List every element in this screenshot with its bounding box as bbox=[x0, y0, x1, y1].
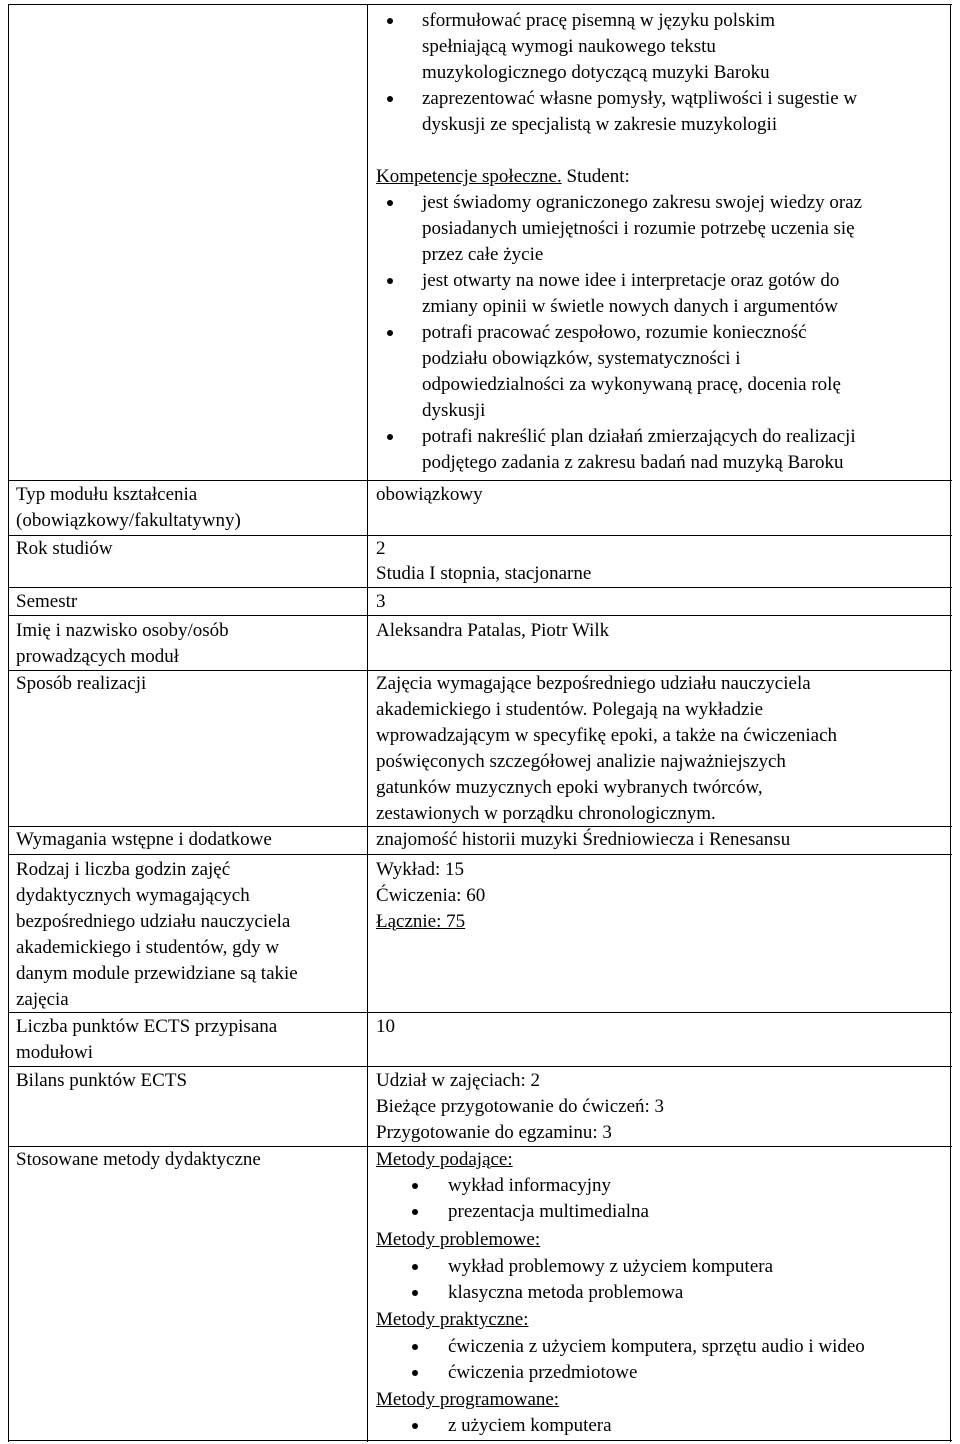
list-item: potrafi pracować zespołowo, rozumie konieczność podziału obowiązków, systematyczności i odpowiedzialności za wykonywaną pracę, docenia rolę dyskusji bbox=[422, 320, 862, 424]
lecturers-value: Aleksandra Patalas, Piotr Wilk bbox=[376, 620, 610, 641]
requirements-label: Wymagania wstępne i dodatkowe bbox=[16, 829, 272, 850]
hours-label: Rodzaj i liczba godzin zajęć dydaktycznych wymagających bezpośredniego udziału nauczyciela akademickiego i studentów, gdy w danym module przewidziane są takie zajęcia bbox=[16, 859, 298, 1010]
module-type-value: obowiązkowy bbox=[376, 484, 483, 505]
methods-heading-giving: Metody podające: bbox=[376, 1149, 513, 1170]
year-label: Rok studiów bbox=[16, 538, 113, 559]
list-item: wykład problemowy z użyciem komputera bbox=[448, 1254, 773, 1280]
list-item: potrafi nakreślić plan działań zmierzających do realizacji podjętego zadania z zakresu badań nad muzyką Baroku bbox=[422, 424, 862, 476]
ects-label: Liczba punktów ECTS przypisana modułowi bbox=[16, 1016, 278, 1063]
methods-heading-practical: Metody praktyczne: bbox=[376, 1309, 529, 1330]
table-border-left bbox=[8, 4, 9, 1442]
row-divider bbox=[8, 480, 952, 481]
hours-value bbox=[376, 857, 485, 935]
methods-list-practical bbox=[448, 1334, 865, 1386]
year-value: 2 bbox=[376, 538, 386, 559]
list-item: klasyczna metoda problemowa bbox=[448, 1280, 773, 1306]
table-border-bottom bbox=[8, 1440, 952, 1441]
methods-heading-problem: Metody problemowe: bbox=[376, 1229, 541, 1250]
module-type-label: Typ modułu kształcenia (obowiązkowy/fakultatywny) bbox=[16, 484, 241, 531]
mode-value: Zajęcia wymagające bezpośredniego udziału nauczyciela akademickiego i studentów. Polegają na wykładzie wprowadzającym w specyfikę epoki, a także na ćwiczeniach poświęconych szczegółowej analizie najważniejszych gatunków muzycznych epoki wybranych twórców, zestawionych w porządku chronologicznym. bbox=[376, 673, 838, 824]
social-competences-list bbox=[422, 190, 862, 476]
social-competences-heading: Kompetencje społeczne. Student: bbox=[376, 166, 630, 187]
requirements-value: znajomość historii muzyki Średniowiecza i Renesansu bbox=[376, 829, 791, 850]
lecture-hours: Wykład: 15 bbox=[376, 859, 465, 880]
syllabus-table bbox=[8, 4, 952, 1442]
study-level: Studia I stopnia, stacjonarne bbox=[376, 563, 592, 584]
lecturers-label: Imię i nazwisko osoby/osób prowadzących moduł bbox=[16, 620, 229, 667]
methods-list-giving bbox=[448, 1173, 649, 1225]
exercise-hours: Ćwiczenia: 60 bbox=[376, 885, 486, 906]
list-item: wykład informacyjny bbox=[448, 1173, 649, 1199]
list-item: jest otwarty na nowe idee i interpretacje oraz gotów do zmiany opinii w świetle nowych danych i argumentów bbox=[422, 268, 862, 320]
row-divider bbox=[8, 615, 952, 616]
list-item: prezentacja multimedialna bbox=[448, 1199, 649, 1225]
table-column-divider bbox=[367, 4, 368, 1442]
ects-value: 10 bbox=[376, 1016, 395, 1037]
balance-value: Udział w zajęciach: 2 Bieżące przygotowanie do ćwiczeń: 3 Przygotowanie do egzaminu: 3 bbox=[376, 1070, 665, 1143]
list-item: ćwiczenia z użyciem komputera, sprzętu audio i wideo bbox=[448, 1334, 865, 1360]
methods-list-problem bbox=[448, 1254, 773, 1306]
methods-heading-programmed: Metody programowane: bbox=[376, 1389, 560, 1410]
methods-list-programmed bbox=[448, 1413, 612, 1439]
list-item: ćwiczenia przedmiotowe bbox=[448, 1360, 865, 1386]
list-item: jest świadomy ograniczonego zakresu swojej wiedzy oraz posiadanych umiejętności i rozumie potrzebę uczenia się przez całe życie bbox=[422, 190, 862, 268]
total-hours: Łącznie: 75 bbox=[376, 911, 466, 932]
semester-value: 3 bbox=[376, 591, 386, 612]
row-divider bbox=[8, 535, 952, 536]
semester-label: Semestr bbox=[16, 591, 78, 612]
methods-label: Stosowane metody dydaktyczne bbox=[16, 1149, 261, 1170]
list-item: sformułować pracę pisemną w języku polskim spełniającą wymogi naukowego tekstu muzykologicznego dotyczącą muzyki Baroku bbox=[422, 8, 857, 86]
row-divider bbox=[8, 1066, 952, 1067]
table-border-right bbox=[950, 4, 951, 1442]
skills-bullet-list bbox=[422, 8, 857, 138]
row-divider bbox=[8, 587, 952, 588]
list-item: z użyciem komputera bbox=[448, 1413, 612, 1439]
mode-label: Sposób realizacji bbox=[16, 673, 147, 694]
list-item: zaprezentować własne pomysły, wątpliwości i sugestie w dyskusji ze specjalistą w zakresie muzykologii bbox=[422, 86, 857, 138]
table-border-top bbox=[8, 4, 952, 5]
row-divider bbox=[8, 854, 952, 855]
balance-label: Bilans punktów ECTS bbox=[16, 1070, 188, 1091]
